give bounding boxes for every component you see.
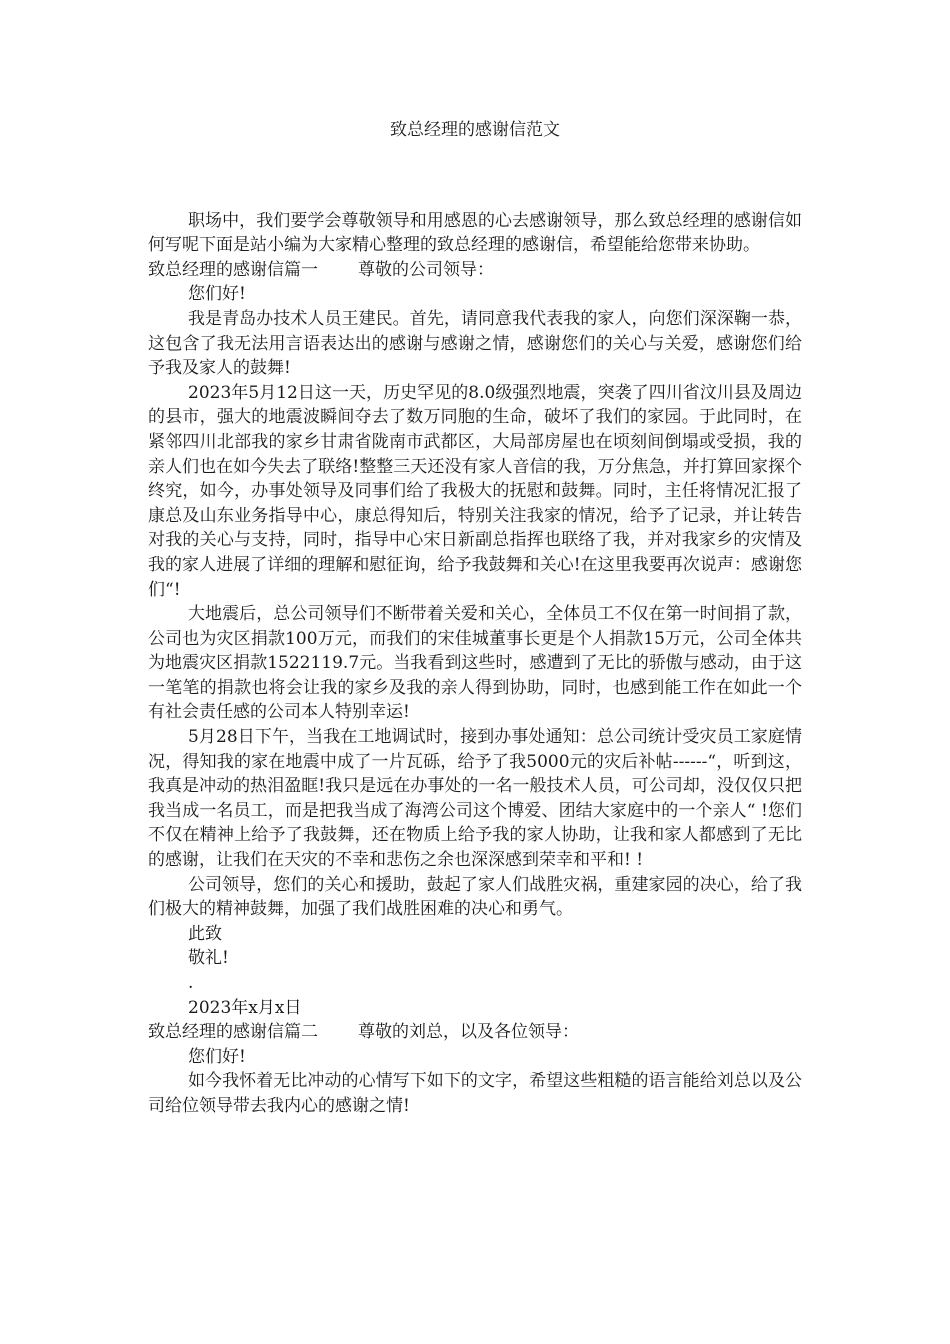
letter1-salutation: 尊敬的公司领导：: [358, 259, 494, 280]
letter1-date: 2023年x月x日: [188, 997, 302, 1018]
letter2-salutation: 尊敬的刘总，以及各位领导：: [358, 1022, 579, 1043]
letter1-paragraph-4: 5月28日下午，当我在工地调试时，接到办事处通知：总公司统计受灾员工家庭情况，得知我的家在地震中成了一片瓦砾，给予了我5000元的灾后补帖------“，听到这，我真是冲动的热泪盈眶!我只是远在办事处的一名一般技术人员，可公司却，没仅仅只把我当成一名员工，而是把我当成了海湾公司这个博爱、团结大家庭中的一个亲人“ !您们不仅在精神上给予了我鼓舞，还在物质上给予我的家人协助，让我和家人都感到了无比的感谢，让我们在天灾的不幸和悲伤之余也深深感到荣幸和平和! !: [148, 727, 802, 871]
letter1-paragraph-5: 公司领导，您们的关心和援助，鼓起了家人们战胜灾祸，重建家园的决心，给了我们极大的精神鼓舞，加强了我们战胜困难的决心和勇气。: [148, 874, 802, 920]
letter1-paragraph-3: 大地震后，总公司领导们不断带着关爱和关心，全体员工不仅在第一时间捐了款，公司也为灾区捐款100万元，而我们的宋佳城董事长更是个人捐款15万元，公司全体共为地震灾区捐款1522119.7元。当我看到这些时，感遭到了无比的骄傲与感动，由于这一笔笔的捐款也将会让我的家乡及我的亲人得到协助，同时，也感到能工作在如此一个有社会责任感的公司本人特别幸运!: [148, 604, 802, 723]
letter1-closing-1: 此致: [188, 923, 222, 944]
letter1-heading: 致总经理的感谢信篇一: [148, 259, 318, 280]
letter1-closing-2: 敬礼!: [188, 948, 229, 969]
letter2-heading-row: [148, 1020, 802, 1045]
document-title: 致总经理的感谢信范文: [390, 120, 560, 140]
letter1-paragraph-1: 我是青岛办技术人员王建民。首先，请同意我代表我的家人，向您们深深鞠一恭，这包含了我无法用言语表达出的感谢与感谢之情，感谢您们的关心与关爱，感谢您们给予我及家人的鼓舞!: [148, 308, 802, 379]
letter1-heading-row: [148, 258, 802, 283]
document-page: [148, 118, 802, 1119]
letter1-dot: .: [188, 973, 194, 993]
intro-paragraph: 职场中，我们要学会尊敬领导和用感恩的心去感谢领导，那么致总经理的感谢信如何写呢下面是站小编为大家精心整理的致总经理的感谢信，希望能给您带来协助。: [148, 210, 802, 256]
letter2-paragraph-1: 如今我怀着无比冲动的心情写下如下的文字，希望这些粗糙的语言能给刘总以及公司给位领导带去我内心的感谢之情!: [148, 1071, 802, 1116]
letter1-greeting: 您们好!: [188, 284, 246, 305]
letter2-greeting: 您们好!: [188, 1046, 246, 1067]
letter1-paragraph-2: 2023年5月12日这一天，历史罕见的8.0级强烈地震，突袭了四川省汶川县及周边的县市，强大的地震波瞬间夺去了数万同胞的生命，破坏了我们的家园。于此同时，在紧邻四川北部我的家乡甘肃省陇南市武都区，大局部房屋也在顷刻间倒塌或受损，我的亲人们也在如今失去了联络!整整三天还没有家人音信的我，万分焦急，并打算回家探个终究，如今，办事处领导及同事们给了我极大的抚慰和鼓舞。同时，主任将情况汇报了康总及山东业务指导中心，康总得知后，特别关注我家的情况，给予了记录，并让转告对我的关心与支持，同时，指导中心宋日新副总指挥也联络了我，并对我家乡的灾情及我的家人进展了详细的理解和慰征询，给予我鼓舞和关心!在这里我要再次说声：感谢您们“!: [148, 382, 802, 600]
letter2-heading: 致总经理的感谢信篇二: [148, 1022, 318, 1043]
